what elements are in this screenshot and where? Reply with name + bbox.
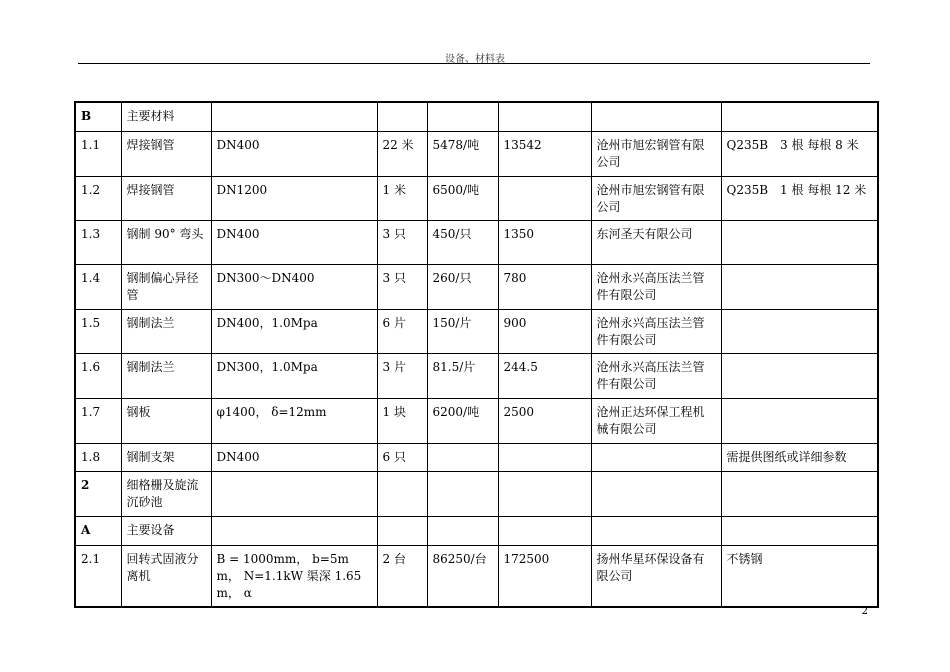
- spec-cell: DN400: [211, 131, 377, 176]
- spec-cell: DN1200: [211, 176, 377, 220]
- note-cell: [721, 471, 878, 516]
- spec-cell: DN400，1.0Mpa: [211, 309, 377, 353]
- table-row: [75, 220, 878, 264]
- quantity-cell: 22 米: [377, 131, 427, 176]
- table-row: [75, 471, 878, 516]
- total-price-cell: 1350: [498, 220, 591, 264]
- supplier-cell: 沧州永兴高压法兰管件有限公司: [591, 353, 721, 398]
- item-name-cell: 钢制偏心异径管: [121, 264, 211, 309]
- supplier-cell: [591, 443, 721, 471]
- materials-table: [74, 101, 879, 608]
- supplier-cell: 东河圣天有限公司: [591, 220, 721, 264]
- quantity-cell: 2 台: [377, 545, 427, 607]
- quantity-cell: 1 米: [377, 176, 427, 220]
- item-name-cell: 回转式固液分离机: [121, 545, 211, 607]
- row-number-cell: 1.5: [75, 309, 121, 353]
- quantity-cell: 1 块: [377, 398, 427, 443]
- item-name-cell: 钢制法兰: [121, 309, 211, 353]
- spec-cell: DN300，1.0Mpa: [211, 353, 377, 398]
- spec-cell: [211, 102, 377, 131]
- table-row: [75, 443, 878, 471]
- item-name-cell: 钢板: [121, 398, 211, 443]
- row-number-cell: 1.8: [75, 443, 121, 471]
- note-cell: [721, 220, 878, 264]
- unit-price-cell: 450/只: [427, 220, 498, 264]
- spec-cell: DN400: [211, 443, 377, 471]
- unit-price-cell: 150/片: [427, 309, 498, 353]
- item-name-cell: 钢制 90° 弯头: [121, 220, 211, 264]
- quantity-cell: 6 只: [377, 443, 427, 471]
- item-name-cell: 钢制法兰: [121, 353, 211, 398]
- total-price-cell: [498, 516, 591, 545]
- total-price-cell: 900: [498, 309, 591, 353]
- note-cell: [721, 516, 878, 545]
- unit-price-cell: 81.5/片: [427, 353, 498, 398]
- supplier-cell: 沧州市旭宏钢管有限公司: [591, 176, 721, 220]
- table-row: [75, 264, 878, 309]
- row-number-cell: A: [75, 516, 121, 545]
- row-number-cell: 2: [75, 471, 121, 516]
- unit-price-cell: 6500/吨: [427, 176, 498, 220]
- row-number-cell: 1.4: [75, 264, 121, 309]
- quantity-cell: [377, 516, 427, 545]
- spec-cell: DN300～DN400: [211, 264, 377, 309]
- total-price-cell: 244.5: [498, 353, 591, 398]
- table-row: [75, 516, 878, 545]
- row-number-cell: 1.7: [75, 398, 121, 443]
- spec-cell: [211, 516, 377, 545]
- supplier-cell: [591, 102, 721, 131]
- item-name-cell: 焊接钢管: [121, 176, 211, 220]
- row-number-cell: B: [75, 102, 121, 131]
- item-name-cell: 主要材料: [121, 102, 211, 131]
- item-name-cell: 细格栅及旋流沉砂池: [121, 471, 211, 516]
- item-name-cell: 钢制支架: [121, 443, 211, 471]
- row-number-cell: 1.1: [75, 131, 121, 176]
- item-name-cell: 焊接钢管: [121, 131, 211, 176]
- unit-price-cell: [427, 471, 498, 516]
- table-row: [75, 545, 878, 607]
- supplier-cell: [591, 471, 721, 516]
- total-price-cell: [498, 176, 591, 220]
- note-cell: [721, 353, 878, 398]
- total-price-cell: [498, 443, 591, 471]
- unit-price-cell: 260/只: [427, 264, 498, 309]
- spec-cell: φ1400， δ=12mm: [211, 398, 377, 443]
- supplier-cell: 沧州永兴高压法兰管件有限公司: [591, 264, 721, 309]
- unit-price-cell: 86250/台: [427, 545, 498, 607]
- quantity-cell: [377, 102, 427, 131]
- table-row: [75, 398, 878, 443]
- supplier-cell: 沧州正达环保工程机械有限公司: [591, 398, 721, 443]
- quantity-cell: 3 只: [377, 264, 427, 309]
- supplier-cell: 沧州市旭宏钢管有限公司: [591, 131, 721, 176]
- spec-cell: [211, 471, 377, 516]
- quantity-cell: 6 片: [377, 309, 427, 353]
- row-number-cell: 1.3: [75, 220, 121, 264]
- supplier-cell: 扬州华星环保设备有限公司: [591, 545, 721, 607]
- quantity-cell: [377, 471, 427, 516]
- page-number: 2: [861, 606, 868, 617]
- note-cell: [721, 264, 878, 309]
- note-cell: 不锈钢: [721, 545, 878, 607]
- spec-cell: DN400: [211, 220, 377, 264]
- table-row: [75, 131, 878, 176]
- table-row: [75, 102, 878, 131]
- total-price-cell: [498, 471, 591, 516]
- row-number-cell: 1.2: [75, 176, 121, 220]
- unit-price-cell: [427, 102, 498, 131]
- row-number-cell: 1.6: [75, 353, 121, 398]
- note-cell: 需提供图纸或详细参数: [721, 443, 878, 471]
- total-price-cell: 780: [498, 264, 591, 309]
- note-cell: [721, 102, 878, 131]
- header-divider: [78, 63, 870, 64]
- table-row: [75, 176, 878, 220]
- unit-price-cell: 6200/吨: [427, 398, 498, 443]
- supplier-cell: 沧州永兴高压法兰管件有限公司: [591, 309, 721, 353]
- total-price-cell: 2500: [498, 398, 591, 443]
- unit-price-cell: [427, 443, 498, 471]
- supplier-cell: [591, 516, 721, 545]
- note-cell: [721, 398, 878, 443]
- quantity-cell: 3 只: [377, 220, 427, 264]
- page-header-title: 设备、材料表: [445, 54, 505, 65]
- note-cell: Q235B 3 根 每根 8 米: [721, 131, 878, 176]
- unit-price-cell: [427, 516, 498, 545]
- total-price-cell: 13542: [498, 131, 591, 176]
- table-row: [75, 309, 878, 353]
- note-cell: Q235B 1 根 每根 12 米: [721, 176, 878, 220]
- table-row: [75, 353, 878, 398]
- note-cell: [721, 309, 878, 353]
- quantity-cell: 3 片: [377, 353, 427, 398]
- unit-price-cell: 5478/吨: [427, 131, 498, 176]
- spec-cell: B = 1000mm， b=5mm， N=1.1kW 渠深 1.65m， α: [211, 545, 377, 607]
- total-price-cell: 172500: [498, 545, 591, 607]
- table-body: [75, 102, 878, 607]
- row-number-cell: 2.1: [75, 545, 121, 607]
- item-name-cell: 主要设备: [121, 516, 211, 545]
- total-price-cell: [498, 102, 591, 131]
